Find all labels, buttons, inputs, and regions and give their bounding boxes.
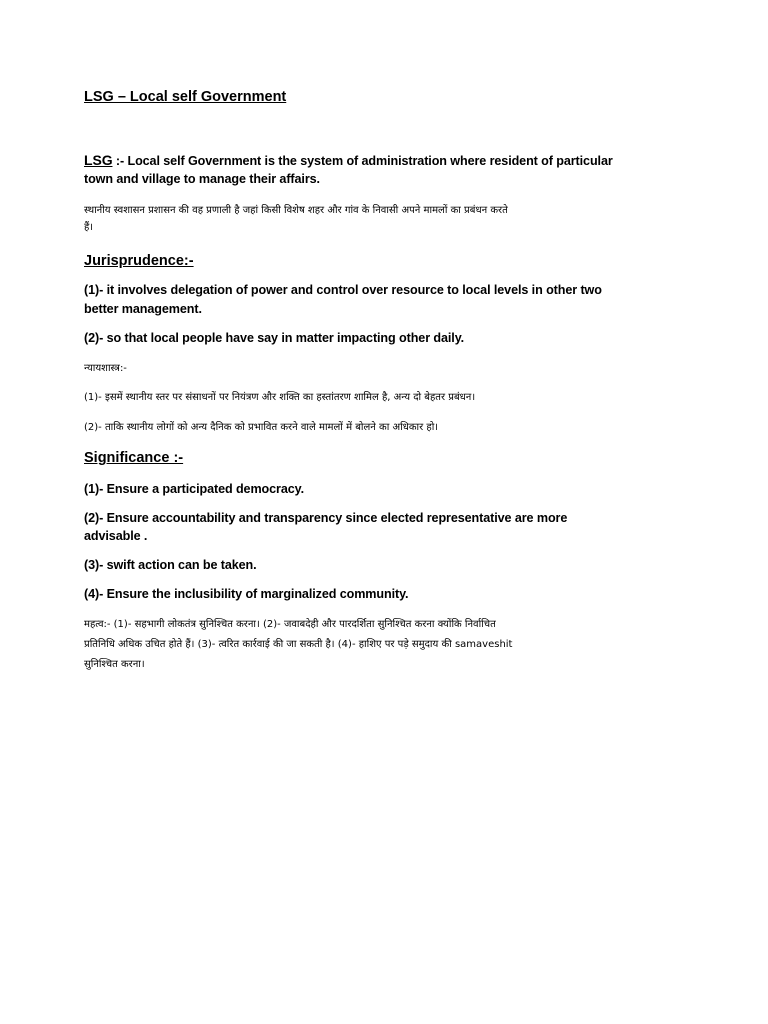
jurisprudence-point-1-line-2: better management. — [84, 302, 202, 316]
document-title: LSG – Local self Government — [84, 89, 287, 105]
jurisprudence-hindi-point-1: (1)- इसमें स्थानीय स्तर पर संसाधनों पर नियंत्रण और शक्ति का हस्तांतरण शामिल है, अन्य दो बेहतर प्रबंधन। — [84, 392, 476, 403]
significance-point-1: (1)- Ensure a participated democracy. — [84, 482, 305, 496]
significance-point-2-line-1: (2)- Ensure accountability and transparency since elected representative are more — [84, 511, 568, 525]
significance-heading: Significance :- — [84, 450, 184, 466]
definition-hindi-line-1: स्थानीय स्वशासन प्रशासन की वह प्रणाली है जहां किसी विशेष शहर और गांव के निवासी अपने मामलों का प्रबंधन करते — [84, 205, 508, 216]
significance-point-2-line-2: advisable . — [84, 529, 148, 543]
jurisprudence-heading: Jurisprudence:- — [84, 253, 194, 269]
definition-line-2: town and village to manage their affairs. — [84, 172, 320, 186]
jurisprudence-hindi-point-2: (2)- ताकि स्थानीय लोगों को अन्य दैनिक को प्रभावित करने वाले मामलों में बोलने का अधिकार हो। — [84, 422, 439, 433]
definition-term: LSG — [84, 152, 113, 168]
jurisprudence-point-1-line-1: (1)- it involves delegation of power and control over resource to local levels in other two — [84, 283, 602, 297]
definition-text: :- Local self Government is the system of administration where resident of particular — [112, 154, 613, 168]
jurisprudence-point-2: (2)- so that local people have say in matter impacting other daily. — [84, 331, 465, 345]
significance-hindi-line-2: प्रतिनिधि अधिक उचित होते हैं। (3)- त्वरित कार्रवाई की जा सकती है। (4)- हाशिए पर पड़े समुदाय की samaveshit — [84, 639, 513, 650]
significance-point-3: (3)- swift action can be taken. — [84, 558, 257, 572]
definition-hindi-line-2: हैं। — [84, 222, 94, 233]
definition-line-1 — [84, 152, 614, 168]
jurisprudence-hindi-heading: न्यायशास्त्र:- — [84, 363, 127, 374]
significance-point-4: (4)- Ensure the inclusibility of marginalized community. — [84, 587, 409, 601]
significance-hindi-line-3: सुनिश्चित करना। — [84, 659, 145, 670]
significance-hindi-line-1: महत्व:- (1)- सहभागी लोकतंत्र सुनिश्चित करना। (2)- जवाबदेही और पारदर्शिता सुनिश्चित करना क्योंकि निर्वाचित — [84, 619, 496, 630]
